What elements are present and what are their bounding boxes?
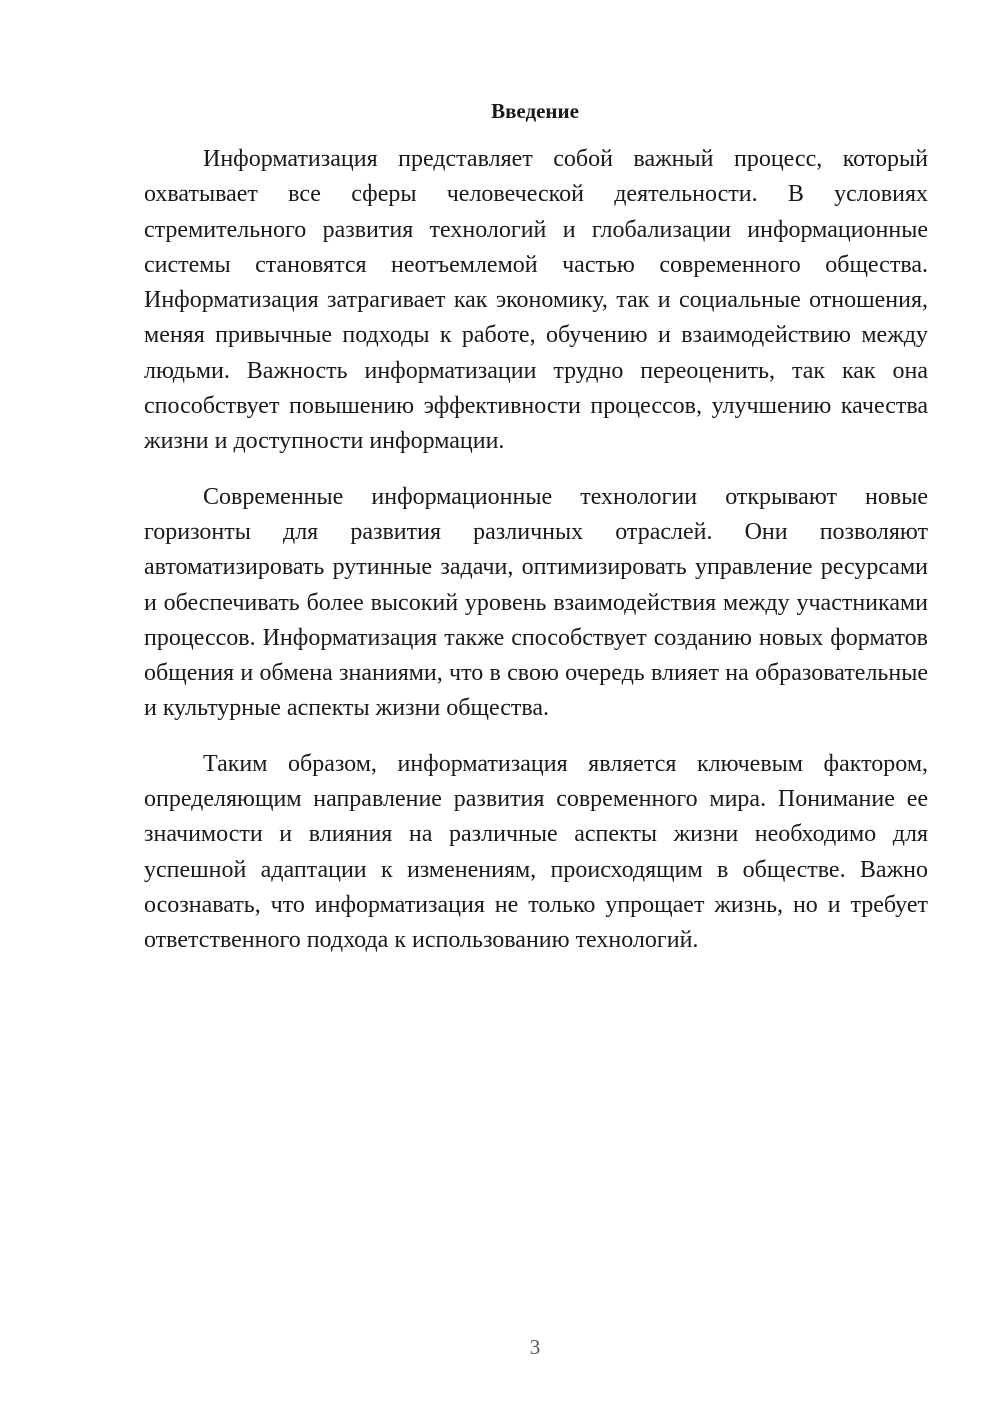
paragraph-1: Информатизация представляет собой важный процесс, который охватывает все сферы человеческой деятельности. В условиях стремительного развития технологий и глобализации информационные системы становятся неотъемлемой частью современного общества. Информатизация затрагивает как экономику, так и социальные отношения, меняя привычные подходы к работе, обучению и взаимодействию между людьми. Важность информатизации трудно переоценить, так как она способствует повышению эффективности процессов, улучшению качества жизни и доступности информации. bbox=[144, 146, 928, 455]
page-number: 3 bbox=[529, 1335, 541, 1359]
body-text bbox=[144, 142, 928, 979]
paragraph-2: Современные информационные технологии открывают новые горизонты для развития различных отраслей. Они позволяют автоматизировать рутинные задачи, оптимизировать управление ресурсами и обеспечивать более высокий уровень взаимодействия между участниками процессов. Информатизация также способствует созданию новых форматов общения и обмена знаниями, что в свою очередь влияет на образовательные и культурные аспекты жизни общества. bbox=[144, 483, 928, 722]
section-heading: Введение bbox=[491, 99, 579, 123]
paragraph-3: Таким образом, информатизация является ключевым фактором, определяющим направление развития современного мира. Понимание ее значимости и влияния на различные аспекты жизни необходимо для успешной адаптации к изменениям, происходящим в обществе. Важно осознавать, что информатизация не только упрощает жизнь, но и требует ответственного подхода к использованию технологий. bbox=[144, 750, 928, 954]
